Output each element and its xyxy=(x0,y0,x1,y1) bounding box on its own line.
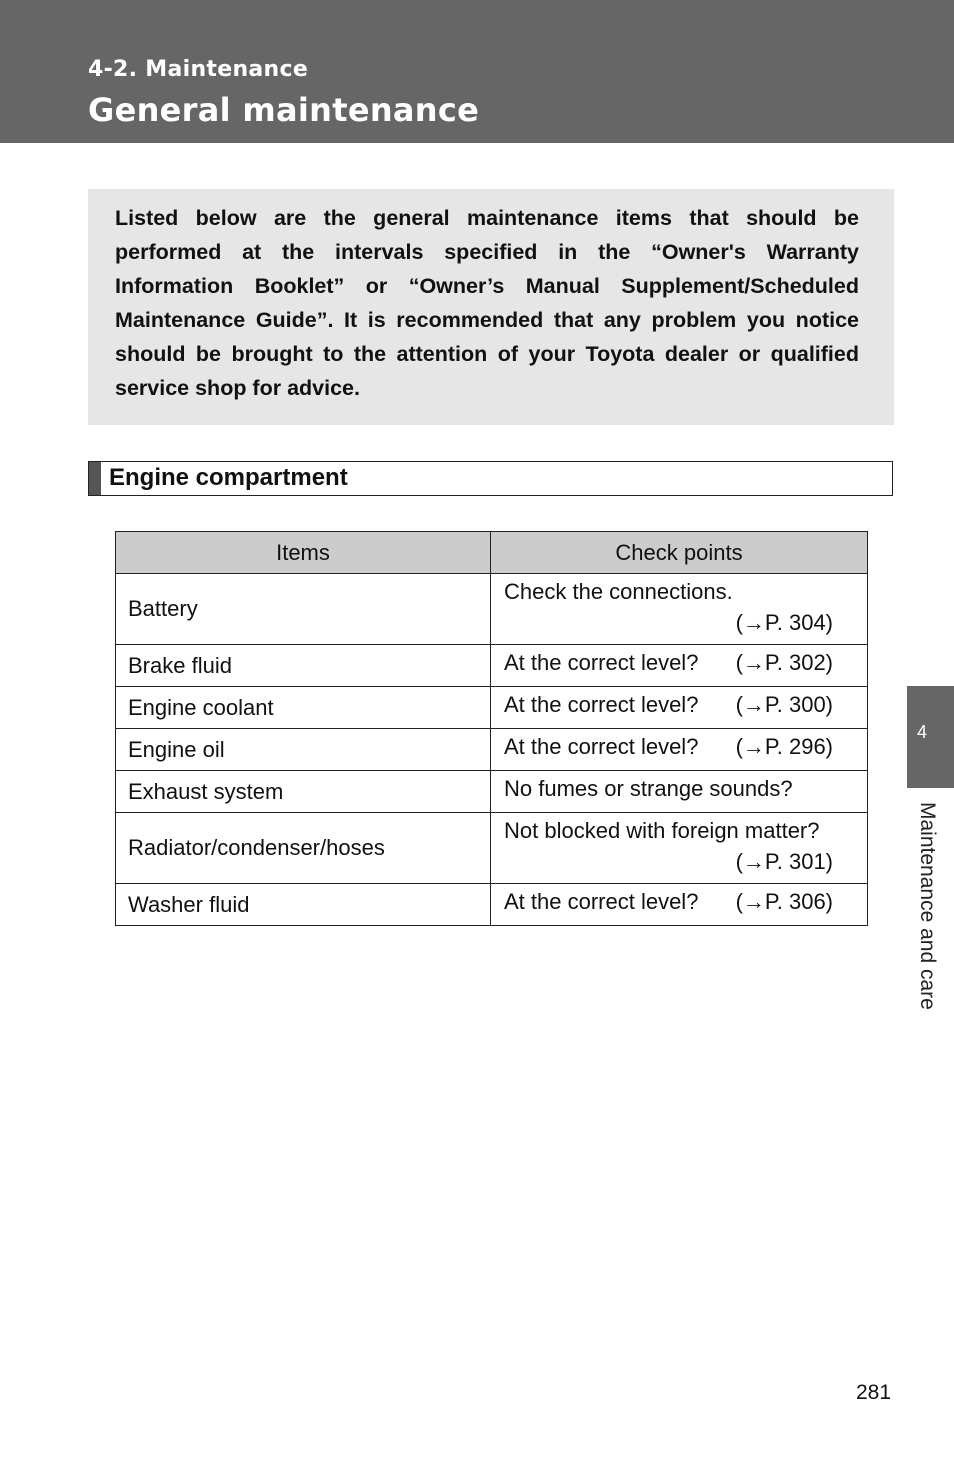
check-cell xyxy=(491,813,868,884)
check-cell xyxy=(491,645,868,687)
section-heading-text: Engine compartment xyxy=(109,464,348,491)
table-row xyxy=(116,771,868,813)
chapter-label: Maintenance and care xyxy=(916,802,939,1010)
item-cell: Engine coolant xyxy=(116,687,491,729)
page-reference: (→P. 306) xyxy=(735,889,833,914)
check-text: No fumes or strange sounds? xyxy=(504,776,793,801)
section-heading xyxy=(88,461,893,496)
page-reference: (→P. 302) xyxy=(735,650,833,675)
column-header-items: Items xyxy=(116,532,491,574)
chapter-tab xyxy=(907,686,954,788)
item-cell: Exhaust system xyxy=(116,771,491,813)
check-cell xyxy=(491,574,868,645)
check-text: At the correct level? xyxy=(504,734,699,759)
column-header-check-points: Check points xyxy=(491,532,868,574)
item-cell: Battery xyxy=(116,574,491,645)
table-row xyxy=(116,813,868,884)
item-cell: Washer fluid xyxy=(116,884,491,926)
item-cell: Engine oil xyxy=(116,729,491,771)
table-row xyxy=(116,574,868,645)
section-heading-bar xyxy=(89,462,101,495)
page-header xyxy=(0,0,954,143)
check-ref-line xyxy=(504,847,833,877)
page-reference: (→P. 300) xyxy=(735,692,833,717)
check-cell xyxy=(491,687,868,729)
check-cell xyxy=(491,729,868,771)
item-cell: Radiator/condenser/hoses xyxy=(116,813,491,884)
maintenance-table xyxy=(115,531,868,926)
check-cell xyxy=(491,771,868,813)
check-text: At the correct level? xyxy=(504,889,699,914)
page-reference: (→P. 301) xyxy=(735,849,833,874)
item-cell: Brake fluid xyxy=(116,645,491,687)
check-line xyxy=(504,689,833,721)
check-line xyxy=(504,647,833,679)
check-line xyxy=(504,576,833,608)
check-text: At the correct level? xyxy=(504,692,699,717)
intro-text: Listed below are the general maintenance items that should be performed at the intervals specified in the “Owner's Warranty Information Booklet” or “Owner’s Manual Supplement/Scheduled Maintenance Guide”. It is recommended that any problem you notice should be brought to the attention of your Toyota dealer or qualified service shop for advice. xyxy=(115,206,859,400)
table-row xyxy=(116,729,868,771)
page-number: 281 xyxy=(856,1381,892,1404)
check-line xyxy=(504,731,833,763)
check-text: At the correct level? xyxy=(504,650,699,675)
check-line xyxy=(504,886,833,918)
table-row xyxy=(116,645,868,687)
check-cell xyxy=(491,884,868,926)
table-row xyxy=(116,687,868,729)
section-label: 4-2. Maintenance xyxy=(88,57,309,82)
page-reference: (→P. 304) xyxy=(735,610,833,635)
check-text: Not blocked with foreign matter? xyxy=(504,818,820,843)
table-header-row xyxy=(116,532,868,574)
check-ref-line xyxy=(504,608,833,638)
check-line xyxy=(504,815,833,847)
intro-box xyxy=(88,189,894,425)
page-reference: (→P. 296) xyxy=(735,734,833,759)
page-title: General maintenance xyxy=(88,91,480,129)
check-line xyxy=(504,773,833,805)
table-row xyxy=(116,884,868,926)
chapter-number: 4 xyxy=(917,722,928,742)
check-text: Check the connections. xyxy=(504,579,733,604)
